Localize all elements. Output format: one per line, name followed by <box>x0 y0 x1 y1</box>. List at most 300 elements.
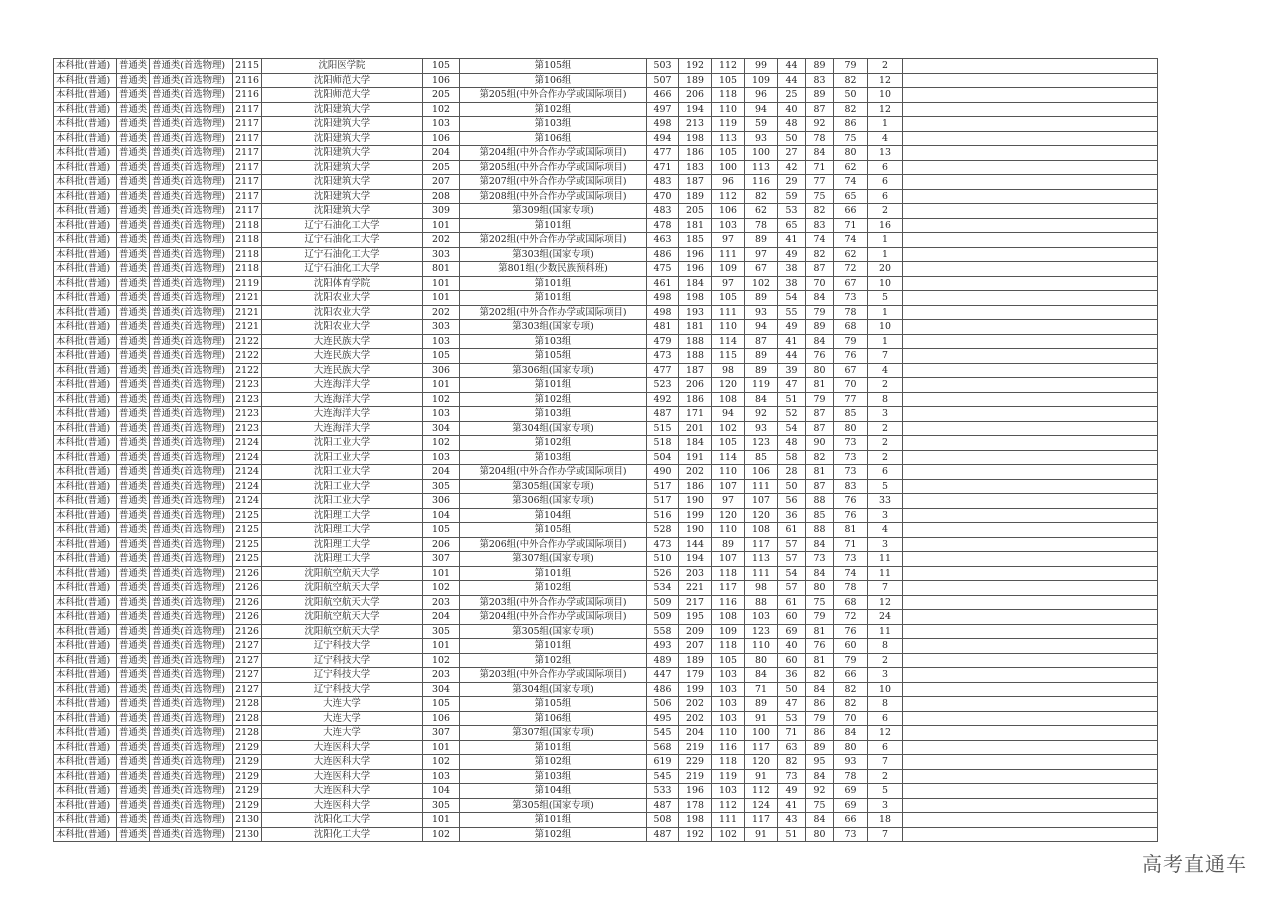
table-cell-subject-selected: 60 <box>778 653 806 668</box>
table-cell-subject-a: 79 <box>806 610 834 625</box>
table-cell-group-code: 106 <box>423 711 460 726</box>
table-cell-chinese: 181 <box>679 218 712 233</box>
table-cell-group-name: 第203组(中外合作办学或国际项目) <box>460 595 647 610</box>
table-cell-chinese: 144 <box>679 537 712 552</box>
table-cell-school-code: 2117 <box>233 102 262 117</box>
table-cell-rank: 1 <box>868 233 903 248</box>
table-cell-school-code: 2129 <box>233 740 262 755</box>
table-cell-math: 105 <box>712 436 745 451</box>
table-cell-category: 普通类 <box>117 59 150 74</box>
table-cell-group-name: 第103组 <box>460 769 647 784</box>
table-cell-subject-a: 92 <box>806 117 834 132</box>
table-cell-school-name: 大连民族大学 <box>262 363 423 378</box>
table-cell-subject-a: 86 <box>806 697 834 712</box>
table-cell-empty <box>903 276 1158 291</box>
table-cell-school-name: 辽宁科技大学 <box>262 653 423 668</box>
table-row <box>54 175 1158 190</box>
table-cell-group-code: 101 <box>423 639 460 654</box>
table-cell-group-code: 206 <box>423 537 460 552</box>
table-cell-subject-a: 84 <box>806 682 834 697</box>
table-cell-rank: 18 <box>868 813 903 828</box>
table-cell-subject-a: 75 <box>806 595 834 610</box>
table-cell-max-score: 504 <box>647 450 679 465</box>
table-cell-group-name: 第101组 <box>460 218 647 233</box>
table-cell-subject-a: 79 <box>806 392 834 407</box>
table-cell-group-code: 307 <box>423 726 460 741</box>
table-cell-chinese: 213 <box>679 117 712 132</box>
table-cell-batch: 本科批(普通) <box>54 566 117 581</box>
table-cell-empty <box>903 827 1158 842</box>
table-cell-subject-a: 77 <box>806 175 834 190</box>
table-cell-subject-selected: 41 <box>778 233 806 248</box>
table-cell-group-name: 第106组 <box>460 711 647 726</box>
table-cell-subject-selected: 53 <box>778 711 806 726</box>
table-cell-group-name: 第102组 <box>460 755 647 770</box>
table-cell-empty <box>903 59 1158 74</box>
table-cell-max-score: 517 <box>647 479 679 494</box>
table-cell-math: 111 <box>712 813 745 828</box>
table-cell-school-code: 2117 <box>233 160 262 175</box>
table-cell-max-score: 483 <box>647 175 679 190</box>
table-cell-subject-selected: 41 <box>778 334 806 349</box>
table-cell-subject-selected: 57 <box>778 552 806 567</box>
table-cell-school-code: 2123 <box>233 392 262 407</box>
table-cell-chinese: 171 <box>679 407 712 422</box>
table-cell-school-code: 2126 <box>233 566 262 581</box>
table-row <box>54 479 1158 494</box>
table-cell-rank: 33 <box>868 494 903 509</box>
table-cell-max-score: 473 <box>647 537 679 552</box>
table-cell-school-name: 沈阳医学院 <box>262 59 423 74</box>
table-cell-group-code: 203 <box>423 595 460 610</box>
table-cell-subject: 普通类(首选物理) <box>150 479 233 494</box>
table-cell-math: 96 <box>712 175 745 190</box>
table-cell-school-code: 2123 <box>233 421 262 436</box>
table-cell-group-name: 第306组(国家专项) <box>460 494 647 509</box>
table-cell-subject-selected: 59 <box>778 189 806 204</box>
table-cell-subject-a: 87 <box>806 421 834 436</box>
table-cell-category: 普通类 <box>117 146 150 161</box>
table-cell-chinese: 185 <box>679 233 712 248</box>
table-cell-group-code: 303 <box>423 247 460 262</box>
table-cell-foreign-language: 88 <box>745 595 778 610</box>
table-cell-group-code: 102 <box>423 827 460 842</box>
table-cell-school-code: 2118 <box>233 218 262 233</box>
table-cell-subject-selected: 57 <box>778 537 806 552</box>
table-cell-subject-b: 66 <box>834 204 868 219</box>
table-cell-chinese: 219 <box>679 740 712 755</box>
table-row <box>54 305 1158 320</box>
table-cell-school-name: 大连医科大学 <box>262 755 423 770</box>
table-cell-subject-b: 93 <box>834 755 868 770</box>
table-cell-empty <box>903 233 1158 248</box>
table-cell-subject: 普通类(首选物理) <box>150 494 233 509</box>
table-cell-subject: 普通类(首选物理) <box>150 421 233 436</box>
table-cell-category: 普通类 <box>117 755 150 770</box>
table-cell-chinese: 189 <box>679 73 712 88</box>
table-cell-subject-a: 95 <box>806 755 834 770</box>
table-cell-empty <box>903 117 1158 132</box>
table-row <box>54 827 1158 842</box>
table-cell-empty <box>903 189 1158 204</box>
table-cell-chinese: 186 <box>679 392 712 407</box>
table-cell-subject: 普通类(首选物理) <box>150 566 233 581</box>
table-cell-subject-a: 81 <box>806 378 834 393</box>
table-cell-foreign-language: 99 <box>745 59 778 74</box>
table-cell-subject: 普通类(首选物理) <box>150 711 233 726</box>
table-cell-subject-selected: 39 <box>778 363 806 378</box>
table-cell-subject-b: 68 <box>834 595 868 610</box>
table-cell-batch: 本科批(普通) <box>54 682 117 697</box>
table-cell-school-code: 2126 <box>233 581 262 596</box>
table-cell-category: 普通类 <box>117 88 150 103</box>
table-cell-subject-a: 87 <box>806 262 834 277</box>
table-cell-subject-a: 87 <box>806 479 834 494</box>
table-cell-math: 103 <box>712 697 745 712</box>
table-cell-group-code: 307 <box>423 552 460 567</box>
table-cell-empty <box>903 131 1158 146</box>
table-cell-batch: 本科批(普通) <box>54 305 117 320</box>
table-cell-foreign-language: 93 <box>745 421 778 436</box>
table-cell-subject-a: 70 <box>806 276 834 291</box>
table-cell-max-score: 463 <box>647 233 679 248</box>
table-cell-math: 105 <box>712 653 745 668</box>
table-cell-school-code: 2130 <box>233 827 262 842</box>
table-row <box>54 523 1158 538</box>
table-cell-max-score: 483 <box>647 204 679 219</box>
table-cell-subject: 普通类(首选物理) <box>150 581 233 596</box>
table-cell-subject-selected: 47 <box>778 697 806 712</box>
table-cell-max-score: 486 <box>647 682 679 697</box>
table-cell-subject-b: 76 <box>834 349 868 364</box>
table-cell-subject-a: 75 <box>806 798 834 813</box>
table-cell-category: 普通类 <box>117 653 150 668</box>
table-cell-math: 109 <box>712 624 745 639</box>
table-cell-school-name: 大连大学 <box>262 726 423 741</box>
table-cell-group-name: 第303组(国家专项) <box>460 320 647 335</box>
table-cell-rank: 12 <box>868 595 903 610</box>
table-cell-chinese: 206 <box>679 88 712 103</box>
table-cell-rank: 6 <box>868 465 903 480</box>
table-cell-subject-b: 74 <box>834 175 868 190</box>
table-cell-group-name: 第307组(国家专项) <box>460 726 647 741</box>
table-cell-batch: 本科批(普通) <box>54 798 117 813</box>
table-cell-subject-b: 62 <box>834 247 868 262</box>
table-cell-rank: 11 <box>868 566 903 581</box>
table-cell-subject: 普通类(首选物理) <box>150 465 233 480</box>
table-cell-group-code: 305 <box>423 798 460 813</box>
table-row <box>54 102 1158 117</box>
table-cell-school-code: 2127 <box>233 682 262 697</box>
table-cell-category: 普通类 <box>117 305 150 320</box>
table-cell-max-score: 478 <box>647 218 679 233</box>
table-cell-school-code: 2124 <box>233 450 262 465</box>
table-cell-max-score: 492 <box>647 392 679 407</box>
table-cell-chinese: 179 <box>679 668 712 683</box>
table-row <box>54 508 1158 523</box>
table-cell-school-name: 沈阳航空航天大学 <box>262 581 423 596</box>
table-cell-subject-selected: 48 <box>778 436 806 451</box>
table-cell-rank: 10 <box>868 682 903 697</box>
table-cell-rank: 3 <box>868 508 903 523</box>
table-cell-subject: 普通类(首选物理) <box>150 798 233 813</box>
table-cell-math: 108 <box>712 610 745 625</box>
table-cell-chinese: 187 <box>679 363 712 378</box>
table-cell-school-code: 2118 <box>233 233 262 248</box>
table-cell-batch: 本科批(普通) <box>54 740 117 755</box>
table-cell-empty <box>903 552 1158 567</box>
table-cell-chinese: 199 <box>679 682 712 697</box>
table-cell-max-score: 528 <box>647 523 679 538</box>
table-cell-math: 103 <box>712 784 745 799</box>
table-cell-school-code: 2128 <box>233 697 262 712</box>
table-cell-max-score: 490 <box>647 465 679 480</box>
table-row <box>54 73 1158 88</box>
table-cell-batch: 本科批(普通) <box>54 508 117 523</box>
table-cell-subject: 普通类(首选物理) <box>150 827 233 842</box>
table-cell-school-code: 2121 <box>233 291 262 306</box>
table-cell-foreign-language: 123 <box>745 436 778 451</box>
table-cell-batch: 本科批(普通) <box>54 247 117 262</box>
table-cell-math: 112 <box>712 189 745 204</box>
table-cell-chinese: 186 <box>679 479 712 494</box>
table-cell-group-name: 第102组 <box>460 392 647 407</box>
table-cell-rank: 2 <box>868 204 903 219</box>
table-row <box>54 88 1158 103</box>
table-cell-math: 107 <box>712 479 745 494</box>
table-cell-subject-a: 92 <box>806 784 834 799</box>
table-cell-max-score: 619 <box>647 755 679 770</box>
table-cell-subject: 普通类(首选物理) <box>150 204 233 219</box>
table-cell-school-code: 2124 <box>233 465 262 480</box>
table-cell-chinese: 198 <box>679 131 712 146</box>
table-cell-school-code: 2115 <box>233 59 262 74</box>
table-cell-school-name: 沈阳理工大学 <box>262 537 423 552</box>
table-cell-subject-b: 71 <box>834 537 868 552</box>
table-row <box>54 755 1158 770</box>
table-cell-foreign-language: 103 <box>745 610 778 625</box>
table-cell-rank: 1 <box>868 334 903 349</box>
table-cell-math: 100 <box>712 160 745 175</box>
table-cell-subject-b: 77 <box>834 392 868 407</box>
table-cell-rank: 8 <box>868 697 903 712</box>
table-cell-subject: 普通类(首选物理) <box>150 102 233 117</box>
table-cell-math: 110 <box>712 320 745 335</box>
table-cell-school-code: 2126 <box>233 610 262 625</box>
table-cell-batch: 本科批(普通) <box>54 494 117 509</box>
table-cell-batch: 本科批(普通) <box>54 610 117 625</box>
table-cell-category: 普通类 <box>117 479 150 494</box>
table-cell-foreign-language: 85 <box>745 450 778 465</box>
table-row <box>54 436 1158 451</box>
table-cell-category: 普通类 <box>117 668 150 683</box>
table-cell-math: 118 <box>712 88 745 103</box>
table-cell-group-name: 第106组 <box>460 131 647 146</box>
table-cell-category: 普通类 <box>117 320 150 335</box>
table-cell-foreign-language: 112 <box>745 784 778 799</box>
table-cell-math: 113 <box>712 131 745 146</box>
table-cell-empty <box>903 73 1158 88</box>
table-cell-category: 普通类 <box>117 639 150 654</box>
table-cell-subject: 普通类(首选物理) <box>150 595 233 610</box>
table-cell-batch: 本科批(普通) <box>54 349 117 364</box>
table-cell-subject-selected: 69 <box>778 624 806 639</box>
table-cell-category: 普通类 <box>117 610 150 625</box>
table-cell-school-code: 2127 <box>233 653 262 668</box>
table-cell-max-score: 477 <box>647 363 679 378</box>
table-row <box>54 363 1158 378</box>
table-cell-foreign-language: 84 <box>745 392 778 407</box>
table-row <box>54 784 1158 799</box>
table-cell-subject: 普通类(首选物理) <box>150 740 233 755</box>
table-cell-chinese: 194 <box>679 552 712 567</box>
table-cell-rank: 5 <box>868 784 903 799</box>
table-cell-max-score: 477 <box>647 146 679 161</box>
table-cell-subject-selected: 55 <box>778 305 806 320</box>
table-cell-batch: 本科批(普通) <box>54 813 117 828</box>
table-cell-subject-a: 79 <box>806 305 834 320</box>
table-cell-rank: 3 <box>868 407 903 422</box>
table-cell-batch: 本科批(普通) <box>54 59 117 74</box>
table-cell-empty <box>903 349 1158 364</box>
table-cell-subject-selected: 48 <box>778 117 806 132</box>
table-cell-batch: 本科批(普通) <box>54 233 117 248</box>
table-cell-empty <box>903 392 1158 407</box>
table-cell-subject: 普通类(首选物理) <box>150 624 233 639</box>
table-cell-school-name: 沈阳师范大学 <box>262 88 423 103</box>
table-row <box>54 639 1158 654</box>
table-cell-foreign-language: 120 <box>745 508 778 523</box>
table-cell-school-name: 沈阳工业大学 <box>262 436 423 451</box>
table-cell-subject-selected: 41 <box>778 798 806 813</box>
table-cell-subject-a: 80 <box>806 581 834 596</box>
table-cell-group-code: 102 <box>423 653 460 668</box>
table-cell-batch: 本科批(普通) <box>54 204 117 219</box>
table-cell-school-name: 沈阳化工大学 <box>262 827 423 842</box>
table-cell-subject-b: 86 <box>834 117 868 132</box>
table-cell-empty <box>903 160 1158 175</box>
table-cell-category: 普通类 <box>117 262 150 277</box>
table-cell-subject: 普通类(首选物理) <box>150 262 233 277</box>
table-cell-batch: 本科批(普通) <box>54 784 117 799</box>
table-cell-empty <box>903 537 1158 552</box>
table-cell-group-name: 第305组(国家专项) <box>460 479 647 494</box>
table-cell-group-code: 103 <box>423 450 460 465</box>
table-cell-math: 116 <box>712 595 745 610</box>
table-cell-school-name: 大连海洋大学 <box>262 421 423 436</box>
table-cell-subject-a: 83 <box>806 218 834 233</box>
table-cell-rank: 10 <box>868 88 903 103</box>
table-cell-group-name: 第105组 <box>460 59 647 74</box>
table-cell-subject: 普通类(首选物理) <box>150 88 233 103</box>
table-cell-rank: 3 <box>868 798 903 813</box>
table-cell-rank: 2 <box>868 769 903 784</box>
table-cell-max-score: 498 <box>647 291 679 306</box>
table-row <box>54 552 1158 567</box>
table-cell-rank: 7 <box>868 755 903 770</box>
table-cell-empty <box>903 755 1158 770</box>
table-cell-chinese: 217 <box>679 595 712 610</box>
table-row <box>54 392 1158 407</box>
table-cell-subject-selected: 71 <box>778 726 806 741</box>
table-cell-batch: 本科批(普通) <box>54 146 117 161</box>
table-cell-subject-b: 78 <box>834 769 868 784</box>
table-cell-category: 普通类 <box>117 827 150 842</box>
table-cell-subject-selected: 58 <box>778 450 806 465</box>
table-cell-chinese: 196 <box>679 247 712 262</box>
table-cell-group-name: 第204组(中外合作办学或国际项目) <box>460 146 647 161</box>
table-cell-subject: 普通类(首选物理) <box>150 668 233 683</box>
table-cell-batch: 本科批(普通) <box>54 117 117 132</box>
table-cell-subject-b: 73 <box>834 827 868 842</box>
table-cell-subject: 普通类(首选物理) <box>150 552 233 567</box>
table-cell-group-name: 第103组 <box>460 117 647 132</box>
table-cell-subject-a: 84 <box>806 334 834 349</box>
table-cell-empty <box>903 407 1158 422</box>
table-cell-math: 109 <box>712 262 745 277</box>
table-cell-foreign-language: 123 <box>745 624 778 639</box>
table-cell-subject: 普通类(首选物理) <box>150 233 233 248</box>
table-cell-math: 114 <box>712 334 745 349</box>
table-cell-school-name: 沈阳建筑大学 <box>262 102 423 117</box>
table-cell-school-code: 2118 <box>233 247 262 262</box>
table-cell-foreign-language: 94 <box>745 102 778 117</box>
table-cell-school-code: 2117 <box>233 189 262 204</box>
table-cell-max-score: 481 <box>647 320 679 335</box>
table-cell-max-score: 533 <box>647 784 679 799</box>
table-cell-school-name: 沈阳理工大学 <box>262 508 423 523</box>
table-cell-rank: 8 <box>868 392 903 407</box>
table-cell-rank: 3 <box>868 668 903 683</box>
table-cell-empty <box>903 465 1158 480</box>
table-cell-max-score: 545 <box>647 769 679 784</box>
table-row <box>54 653 1158 668</box>
table-row <box>54 407 1158 422</box>
table-cell-group-name: 第105组 <box>460 349 647 364</box>
table-cell-batch: 本科批(普通) <box>54 102 117 117</box>
table-cell-subject-b: 82 <box>834 73 868 88</box>
table-cell-chinese: 203 <box>679 566 712 581</box>
watermark-text: 高考直通车 <box>1142 852 1247 876</box>
table-cell-chinese: 196 <box>679 784 712 799</box>
table-cell-rank: 7 <box>868 349 903 364</box>
table-cell-subject: 普通类(首选物理) <box>150 755 233 770</box>
table-cell-rank: 16 <box>868 218 903 233</box>
table-cell-math: 110 <box>712 726 745 741</box>
table-cell-category: 普通类 <box>117 407 150 422</box>
table-cell-empty <box>903 508 1158 523</box>
table-cell-rank: 11 <box>868 624 903 639</box>
table-cell-foreign-language: 93 <box>745 305 778 320</box>
table-cell-subject-selected: 60 <box>778 610 806 625</box>
table-cell-subject-selected: 50 <box>778 682 806 697</box>
table-row <box>54 204 1158 219</box>
table-cell-category: 普通类 <box>117 363 150 378</box>
table-cell-category: 普通类 <box>117 697 150 712</box>
table-cell-batch: 本科批(普通) <box>54 160 117 175</box>
table-cell-batch: 本科批(普通) <box>54 827 117 842</box>
table-cell-empty <box>903 711 1158 726</box>
table-cell-school-name: 大连民族大学 <box>262 349 423 364</box>
table-cell-subject-b: 82 <box>834 102 868 117</box>
table-cell-school-name: 沈阳农业大学 <box>262 305 423 320</box>
table-cell-school-name: 沈阳建筑大学 <box>262 175 423 190</box>
table-cell-batch: 本科批(普通) <box>54 407 117 422</box>
table-cell-subject-b: 80 <box>834 740 868 755</box>
table-cell-subject: 普通类(首选物理) <box>150 523 233 538</box>
table-cell-math: 102 <box>712 421 745 436</box>
table-cell-category: 普通类 <box>117 160 150 175</box>
